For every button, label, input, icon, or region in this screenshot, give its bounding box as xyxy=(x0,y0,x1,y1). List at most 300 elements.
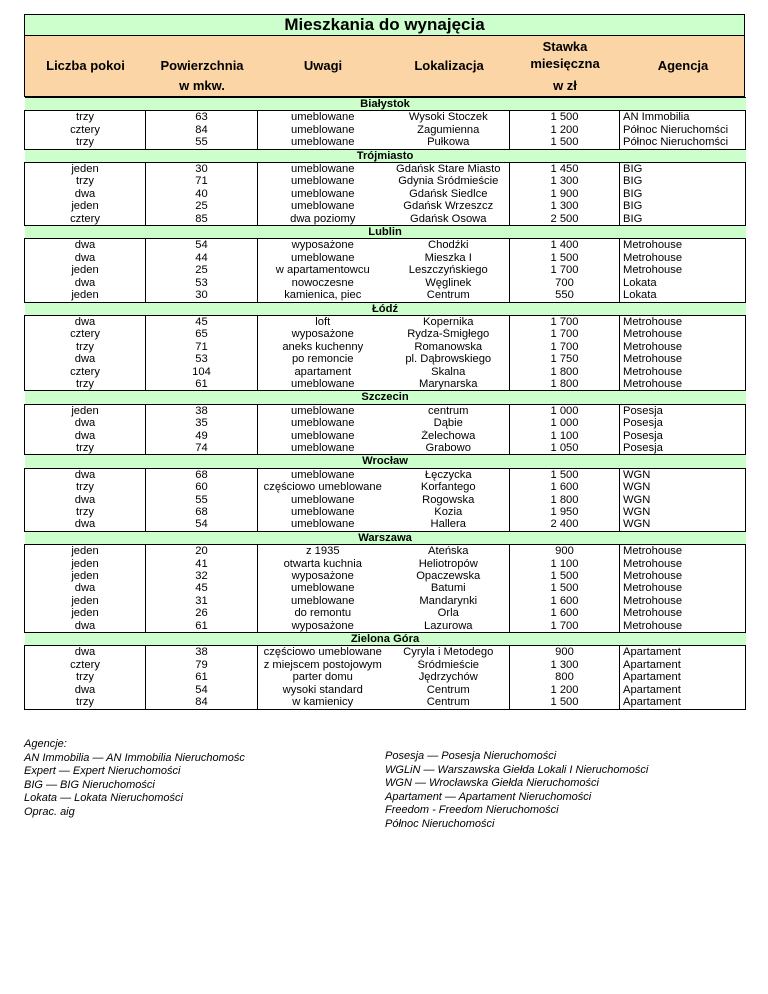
cell-rooms: trzy xyxy=(25,506,146,518)
cell-notes: kamienica, piec xyxy=(258,289,388,302)
cell-rooms: jeden xyxy=(25,289,146,302)
cell-rooms: jeden xyxy=(25,163,146,176)
cell-location: Hallera xyxy=(388,518,510,531)
cell-notes: umeblowane xyxy=(258,378,388,391)
cell-notes: umeblowane xyxy=(258,468,388,481)
footer-legend-right xyxy=(385,750,648,831)
cell-rooms: dwa xyxy=(25,277,146,289)
cell-rent: 1 000 xyxy=(510,404,620,417)
city-heading: Łódź xyxy=(25,302,746,315)
cell-rooms: trzy xyxy=(25,442,146,455)
header-location: Lokalizacja xyxy=(414,58,484,73)
cell-agency: Metrohouse xyxy=(620,582,746,594)
cell-notes: częściowo umeblowane xyxy=(258,646,388,659)
cell-agency: Metrohouse xyxy=(620,252,746,264)
cell-rooms: trzy xyxy=(25,671,146,683)
cell-rooms: dwa xyxy=(25,494,146,506)
cell-location: Romanowska xyxy=(388,341,510,353)
cell-rooms: dwa xyxy=(25,252,146,264)
table-row xyxy=(25,545,746,558)
cell-rent: 1 300 xyxy=(510,175,620,187)
table-row xyxy=(25,213,746,226)
city-row xyxy=(25,455,746,468)
cell-agency: Metrohouse xyxy=(620,595,746,607)
cell-rent: 1 000 xyxy=(510,417,620,429)
header-rooms: Liczba pokoi xyxy=(46,58,125,73)
table-row xyxy=(25,366,746,378)
cell-location: Gdańsk Wrzeszcz xyxy=(388,200,510,212)
cell-area: 31 xyxy=(146,595,258,607)
cell-agency: Lokata xyxy=(620,289,746,302)
listings-table xyxy=(24,97,746,710)
cell-agency: Lokata xyxy=(620,277,746,289)
cell-notes: w kamienicy xyxy=(258,696,388,709)
cell-rooms: trzy xyxy=(25,341,146,353)
cell-rooms: trzy xyxy=(25,136,146,149)
cell-agency: Metrohouse xyxy=(620,545,746,558)
cell-rent: 2 400 xyxy=(510,518,620,531)
cell-rent: 1 700 xyxy=(510,264,620,276)
cell-rent: 1 100 xyxy=(510,558,620,570)
cell-notes: loft xyxy=(258,315,388,328)
city-row xyxy=(25,531,746,544)
city-row xyxy=(25,633,746,646)
table-row xyxy=(25,353,746,365)
header-area: Powierzchnia xyxy=(160,58,244,73)
column-headers xyxy=(24,36,745,97)
cell-rooms: dwa xyxy=(25,188,146,200)
cell-rent: 1 300 xyxy=(510,659,620,671)
table-row xyxy=(25,417,746,429)
cell-rent: 1 450 xyxy=(510,163,620,176)
city-heading: Szczecin xyxy=(25,391,746,404)
cell-rent: 1 200 xyxy=(510,124,620,136)
cell-location: Żelechowa xyxy=(388,430,510,442)
cell-rooms: dwa xyxy=(25,417,146,429)
cell-agency: Posesja xyxy=(620,417,746,429)
city-row xyxy=(25,302,746,315)
cell-notes: z 1935 xyxy=(258,545,388,558)
cell-area: 54 xyxy=(146,518,258,531)
table-row xyxy=(25,481,746,493)
cell-location: Chodźki xyxy=(388,239,510,252)
cell-area: 71 xyxy=(146,175,258,187)
cell-location: centrum xyxy=(388,404,510,417)
cell-agency: Metrohouse xyxy=(620,366,746,378)
cell-area: 55 xyxy=(146,494,258,506)
cell-rooms: jeden xyxy=(25,264,146,276)
cell-area: 61 xyxy=(146,671,258,683)
cell-location: Korfantego xyxy=(388,481,510,493)
cell-rooms: trzy xyxy=(25,696,146,709)
cell-location: Lazurowa xyxy=(388,620,510,633)
table-row xyxy=(25,671,746,683)
cell-notes: umeblowane xyxy=(258,111,388,124)
cell-location: Heliotropów xyxy=(388,558,510,570)
table-row xyxy=(25,430,746,442)
cell-rooms: dwa xyxy=(25,582,146,594)
table-row xyxy=(25,188,746,200)
cell-agency: BIG xyxy=(620,213,746,226)
cell-area: 63 xyxy=(146,111,258,124)
page-title: Mieszkania do wynajęcia xyxy=(24,14,745,36)
cell-notes: umeblowane xyxy=(258,124,388,136)
cell-area: 30 xyxy=(146,289,258,302)
header-rent-unit: w zł xyxy=(553,78,577,93)
cell-rooms: jeden xyxy=(25,558,146,570)
table-row xyxy=(25,404,746,417)
cell-rooms: dwa xyxy=(25,468,146,481)
cell-area: 61 xyxy=(146,620,258,633)
table-row xyxy=(25,684,746,696)
cell-agency: Metrohouse xyxy=(620,264,746,276)
cell-notes: apartament xyxy=(258,366,388,378)
cell-rent: 1 900 xyxy=(510,188,620,200)
cell-rent: 1 700 xyxy=(510,341,620,353)
cell-rooms: jeden xyxy=(25,570,146,582)
cell-rent: 1 600 xyxy=(510,481,620,493)
table-row xyxy=(25,341,746,353)
cell-area: 20 xyxy=(146,545,258,558)
cell-area: 61 xyxy=(146,378,258,391)
cell-area: 26 xyxy=(146,607,258,619)
table-row xyxy=(25,570,746,582)
cell-rent: 1 500 xyxy=(510,136,620,149)
cell-rent: 700 xyxy=(510,277,620,289)
cell-notes: umeblowane xyxy=(258,404,388,417)
cell-location: Wysoki Stoczek xyxy=(388,111,510,124)
table-row xyxy=(25,200,746,212)
table-row xyxy=(25,607,746,619)
cell-agency: BIG xyxy=(620,200,746,212)
city-row xyxy=(25,98,746,111)
cell-rent: 1 500 xyxy=(510,111,620,124)
cell-location: Śródmieście xyxy=(388,659,510,671)
cell-location: Orla xyxy=(388,607,510,619)
cell-area: 45 xyxy=(146,582,258,594)
cell-notes: umeblowane xyxy=(258,442,388,455)
cell-area: 60 xyxy=(146,481,258,493)
table-row xyxy=(25,239,746,252)
table-row xyxy=(25,646,746,659)
cell-area: 71 xyxy=(146,341,258,353)
cell-notes: umeblowane xyxy=(258,252,388,264)
footer-line: BIG — BIG Nieruchomości xyxy=(24,778,155,791)
cell-notes: umeblowane xyxy=(258,518,388,531)
cell-notes: nowoczesne xyxy=(258,277,388,289)
cell-agency: WGN xyxy=(620,518,746,531)
table-row xyxy=(25,468,746,481)
cell-rooms: dwa xyxy=(25,430,146,442)
cell-notes: po remoncie xyxy=(258,353,388,365)
table-row xyxy=(25,163,746,176)
cell-rooms: trzy xyxy=(25,378,146,391)
cell-location: Cyryla i Metodego xyxy=(388,646,510,659)
cell-agency: Posesja xyxy=(620,430,746,442)
cell-area: 38 xyxy=(146,404,258,417)
footer-line: Północ Nieruchomości xyxy=(385,817,495,830)
cell-area: 30 xyxy=(146,163,258,176)
cell-agency: WGN xyxy=(620,494,746,506)
cell-area: 79 xyxy=(146,659,258,671)
table-row xyxy=(25,315,746,328)
cell-rent: 2 500 xyxy=(510,213,620,226)
cell-location: Leszczyńskiego xyxy=(388,264,510,276)
cell-location: Dąbie xyxy=(388,417,510,429)
cell-notes: umeblowane xyxy=(258,595,388,607)
cell-rooms: jeden xyxy=(25,545,146,558)
cell-rent: 1 050 xyxy=(510,442,620,455)
cell-area: 104 xyxy=(146,366,258,378)
cell-agency: Posesja xyxy=(620,442,746,455)
cell-agency: Metrohouse xyxy=(620,378,746,391)
header-agency: Agencja xyxy=(657,58,709,73)
table-row xyxy=(25,378,746,391)
cell-notes: umeblowane xyxy=(258,582,388,594)
table-row xyxy=(25,595,746,607)
cell-rent: 1 800 xyxy=(510,366,620,378)
cell-area: 84 xyxy=(146,696,258,709)
table-row xyxy=(25,328,746,340)
cell-area: 54 xyxy=(146,239,258,252)
footer-line: AN Immobilia — AN Immobilia Nieruchomośc xyxy=(24,751,245,764)
table-row xyxy=(25,582,746,594)
cell-notes: otwarta kuchnia xyxy=(258,558,388,570)
table-row xyxy=(25,124,746,136)
cell-location: Ateńska xyxy=(388,545,510,558)
footer-legend-left xyxy=(24,738,245,819)
cell-area: 74 xyxy=(146,442,258,455)
city-heading: Lublin xyxy=(25,226,746,239)
cell-location: Gdańsk Osowa xyxy=(388,213,510,226)
cell-area: 41 xyxy=(146,558,258,570)
footer-line: Lokata — Lokata Nieruchomości xyxy=(24,792,183,804)
cell-rooms: jeden xyxy=(25,200,146,212)
cell-area: 38 xyxy=(146,646,258,659)
cell-agency: BIG xyxy=(620,188,746,200)
cell-agency: Metrohouse xyxy=(620,341,746,353)
city-heading: Trójmiasto xyxy=(25,149,746,162)
cell-location: Łęczycka xyxy=(388,468,510,481)
cell-area: 25 xyxy=(146,200,258,212)
cell-location: Rydza-Śmigłego xyxy=(388,328,510,340)
cell-agency: Apartament xyxy=(620,646,746,659)
cell-notes: z miejscem postojowym xyxy=(258,659,388,671)
city-heading: Zielona Góra xyxy=(25,633,746,646)
cell-agency: AN Immobilia xyxy=(620,111,746,124)
cell-area: 53 xyxy=(146,277,258,289)
footer-line: WGN — Wrocławska Giełda Nieruchomości xyxy=(385,777,599,789)
cell-rooms: dwa xyxy=(25,239,146,252)
table-row xyxy=(25,111,746,124)
cell-notes: wyposażone xyxy=(258,620,388,633)
cell-area: 49 xyxy=(146,430,258,442)
cell-location: Gdańsk Siedlce xyxy=(388,188,510,200)
cell-rent: 1 500 xyxy=(510,468,620,481)
cell-rent: 1 500 xyxy=(510,252,620,264)
cell-notes: umeblowane xyxy=(258,175,388,187)
city-row xyxy=(25,226,746,239)
table-row xyxy=(25,442,746,455)
cell-rent: 1 100 xyxy=(510,430,620,442)
header-area-unit: w mkw. xyxy=(179,78,225,93)
cell-rent: 1 950 xyxy=(510,506,620,518)
table-row xyxy=(25,277,746,289)
cell-rent: 900 xyxy=(510,646,620,659)
cell-area: 68 xyxy=(146,468,258,481)
cell-rooms: dwa xyxy=(25,315,146,328)
cell-area: 25 xyxy=(146,264,258,276)
cell-location: Marynarska xyxy=(388,378,510,391)
cell-rent: 800 xyxy=(510,671,620,683)
cell-location: Centrum xyxy=(388,289,510,302)
cell-area: 84 xyxy=(146,124,258,136)
cell-rent: 550 xyxy=(510,289,620,302)
footer-line: Apartament — Apartament Nieruchomości xyxy=(385,790,592,803)
table-row xyxy=(25,696,746,709)
cell-agency: Apartament xyxy=(620,696,746,709)
footer-line: Freedom - Freedom Nieruchomości xyxy=(385,804,559,816)
cell-agency: Apartament xyxy=(620,671,746,683)
table-row xyxy=(25,264,746,276)
cell-area: 45 xyxy=(146,315,258,328)
cell-rooms: cztery xyxy=(25,124,146,136)
cell-area: 35 xyxy=(146,417,258,429)
cell-agency: Posesja xyxy=(620,404,746,417)
cell-agency: Północ Nieruchomści xyxy=(620,124,746,136)
cell-rent: 1 300 xyxy=(510,200,620,212)
cell-location: Gdynia Śródmieście xyxy=(388,175,510,187)
cell-rooms: cztery xyxy=(25,328,146,340)
cell-rooms: jeden xyxy=(25,607,146,619)
cell-area: 65 xyxy=(146,328,258,340)
cell-area: 55 xyxy=(146,136,258,149)
table-row xyxy=(25,659,746,671)
cell-location: Mieszka I xyxy=(388,252,510,264)
cell-agency: WGN xyxy=(620,468,746,481)
city-heading: Wrocław xyxy=(25,455,746,468)
footer-line: WGLiN — Warszawska Giełda Lokali I Nieruchomości xyxy=(385,763,649,776)
cell-location: Centrum xyxy=(388,684,510,696)
cell-notes: umeblowane xyxy=(258,136,388,149)
city-row xyxy=(25,149,746,162)
table-row xyxy=(25,518,746,531)
cell-rent: 1 600 xyxy=(510,595,620,607)
cell-rooms: trzy xyxy=(25,481,146,493)
city-heading: Warszawa xyxy=(25,531,746,544)
cell-notes: w apartamentowcu xyxy=(258,264,388,276)
header-rent-line1: Stawka xyxy=(542,39,588,54)
cell-rent: 1 400 xyxy=(510,239,620,252)
cell-rooms: cztery xyxy=(25,659,146,671)
spreadsheet xyxy=(24,14,745,710)
table-row xyxy=(25,175,746,187)
table-row xyxy=(25,506,746,518)
cell-rent: 1 700 xyxy=(510,328,620,340)
cell-rooms: jeden xyxy=(25,404,146,417)
cell-rooms: dwa xyxy=(25,518,146,531)
cell-location: Batumi xyxy=(388,582,510,594)
cell-location: Gdańsk Stare Miasto xyxy=(388,163,510,176)
cell-notes: dwa poziomy xyxy=(258,213,388,226)
cell-rent: 1 700 xyxy=(510,620,620,633)
cell-rooms: cztery xyxy=(25,213,146,226)
cell-rooms: cztery xyxy=(25,366,146,378)
cell-agency: Metrohouse xyxy=(620,620,746,633)
cell-notes: umeblowane xyxy=(258,163,388,176)
cell-rent: 1 500 xyxy=(510,696,620,709)
footer-line: Oprac. aig xyxy=(24,805,75,818)
table-row xyxy=(25,494,746,506)
cell-area: 85 xyxy=(146,213,258,226)
cell-location: Kopernika xyxy=(388,315,510,328)
cell-notes: parter domu xyxy=(258,671,388,683)
cell-location: Skalna xyxy=(388,366,510,378)
cell-rent: 1 750 xyxy=(510,353,620,365)
cell-agency: Metrohouse xyxy=(620,570,746,582)
table-row xyxy=(25,620,746,633)
cell-location: Mandarynki xyxy=(388,595,510,607)
cell-area: 68 xyxy=(146,506,258,518)
cell-rent: 1 600 xyxy=(510,607,620,619)
cell-agency: Apartament xyxy=(620,659,746,671)
cell-area: 44 xyxy=(146,252,258,264)
cell-rent: 900 xyxy=(510,545,620,558)
cell-location: Centrum xyxy=(388,696,510,709)
table-row xyxy=(25,558,746,570)
cell-notes: do remontu xyxy=(258,607,388,619)
cell-rent: 1 200 xyxy=(510,684,620,696)
cell-location: pl. Dąbrowskiego xyxy=(388,353,510,365)
cell-area: 54 xyxy=(146,684,258,696)
cell-area: 32 xyxy=(146,570,258,582)
cell-agency: Północ Nieruchomści xyxy=(620,136,746,149)
table-row xyxy=(25,252,746,264)
cell-agency: WGN xyxy=(620,481,746,493)
cell-rooms: trzy xyxy=(25,111,146,124)
header-rent-line2: miesięczna xyxy=(530,56,600,71)
cell-rooms: dwa xyxy=(25,646,146,659)
cell-notes: umeblowane xyxy=(258,188,388,200)
cell-location: Grabowo xyxy=(388,442,510,455)
cell-location: Węglinek xyxy=(388,277,510,289)
cell-notes: aneks kuchenny xyxy=(258,341,388,353)
cell-agency: Metrohouse xyxy=(620,328,746,340)
cell-rooms: dwa xyxy=(25,620,146,633)
header-notes: Uwagi xyxy=(303,58,343,73)
cell-notes: częściowo umeblowane xyxy=(258,481,388,493)
cell-agency: WGN xyxy=(620,506,746,518)
cell-agency: Apartament xyxy=(620,684,746,696)
table-row xyxy=(25,289,746,302)
cell-location: Kozia xyxy=(388,506,510,518)
cell-agency: Metrohouse xyxy=(620,607,746,619)
cell-notes: umeblowane xyxy=(258,494,388,506)
cell-rent: 1 500 xyxy=(510,570,620,582)
cell-location: Pułkowa xyxy=(388,136,510,149)
cell-notes: umeblowane xyxy=(258,506,388,518)
cell-rent: 1 800 xyxy=(510,494,620,506)
cell-location: Zagumienna xyxy=(388,124,510,136)
cell-agency: Metrohouse xyxy=(620,353,746,365)
cell-agency: BIG xyxy=(620,163,746,176)
cell-area: 40 xyxy=(146,188,258,200)
cell-notes: wyposażone xyxy=(258,328,388,340)
cell-area: 53 xyxy=(146,353,258,365)
cell-notes: umeblowane xyxy=(258,200,388,212)
cell-notes: wysoki standard xyxy=(258,684,388,696)
cell-agency: Metrohouse xyxy=(620,239,746,252)
